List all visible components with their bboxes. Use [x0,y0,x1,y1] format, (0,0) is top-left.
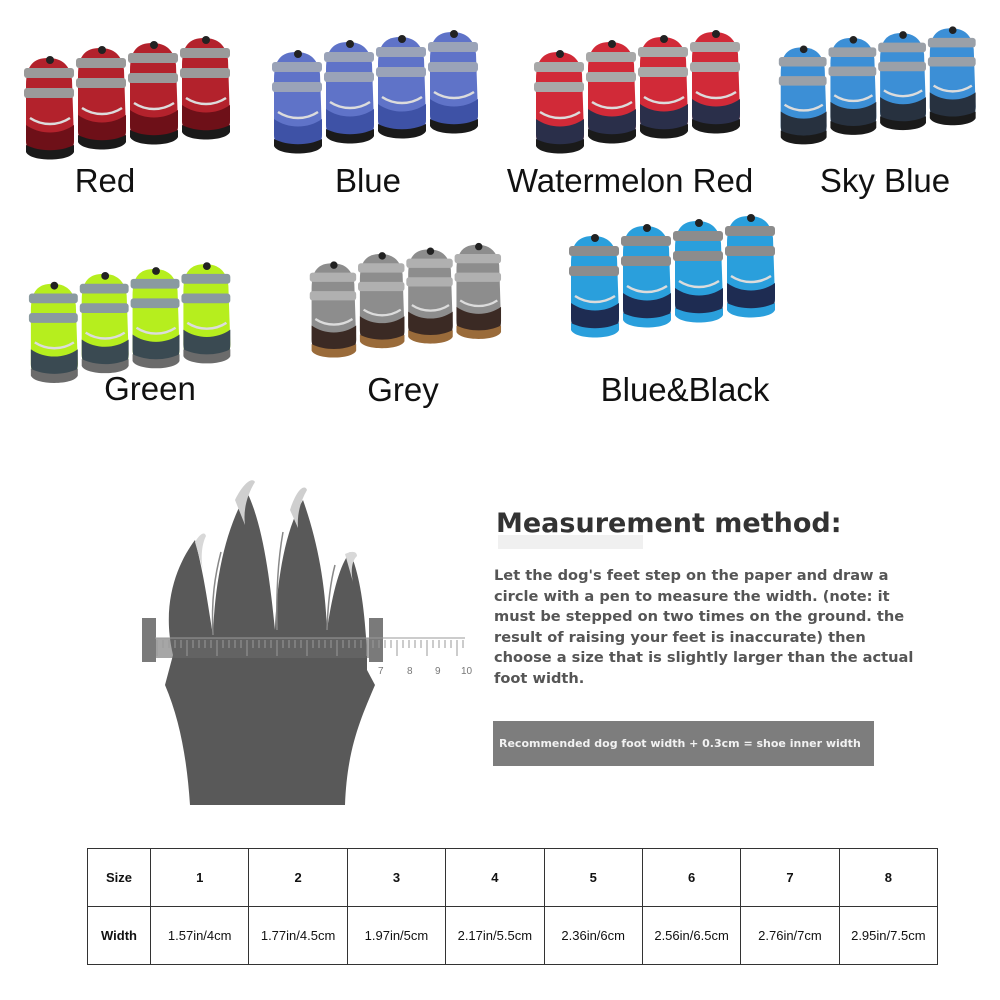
shoe [928,26,976,125]
shoe [180,36,230,140]
shoe-set-image [298,228,523,358]
width-cell: 2.95in/7.5cm [839,907,937,965]
size-row [88,849,938,907]
variant-green[interactable] [25,245,250,420]
ruler-number: 9 [435,666,441,677]
width-cell: 1.77in/4.5cm [249,907,347,965]
shoe [569,234,619,338]
size-cell: 2 [249,849,347,907]
shoe [428,30,478,134]
variant-blue[interactable] [268,14,493,214]
shoe [779,46,827,145]
width-cell: 2.76in/7cm [741,907,839,965]
ruler-number: 8 [407,666,413,677]
shoe [131,267,180,368]
shoe [586,40,636,144]
measurement-instructions: Let the dog's feet step on the paper and draw a circle with a pen to measure the width. (note: it must be stepped on two times on the ground. the result of raising your feet is inaccurate) then choose a size that is slightly larger than the actual foot width. [494,567,914,687]
shoe [621,224,671,328]
shoe [638,35,688,139]
shoe [455,243,501,339]
variant-sky-blue[interactable] [775,8,1000,208]
width-cell: 1.57in/4cm [151,907,249,965]
size-cell: 8 [839,849,937,907]
variant-label: Red [74,162,136,199]
variant-red[interactable] [20,20,245,220]
width-cell: 2.56in/6.5cm [642,907,740,965]
width-cell: 1.97in/5cm [347,907,445,965]
shoe [272,50,322,154]
shoe-set-image [268,14,493,154]
size-cell: 7 [741,849,839,907]
shoe-set-image [20,20,245,160]
shoe [878,31,926,130]
variant-label: Green [104,370,196,407]
variant-blue-black[interactable] [565,198,790,413]
shoe [376,35,426,139]
width-row-label: Width [88,907,151,965]
shoe [690,30,740,134]
variant-watermelon-red[interactable] [506,14,760,214]
shoe [310,261,356,357]
variant-label: Blue [334,162,402,199]
shoe [829,36,877,135]
shoe-set-image [25,245,245,385]
variant-label: Sky Blue [819,162,951,199]
shoe [24,56,74,160]
shoe [80,272,129,373]
title-shadow-decor [498,535,643,549]
size-cell: 3 [347,849,445,907]
paw-measurement-illustration [135,470,480,815]
measurement-title: Measurement method: [496,508,842,539]
size-cell: 5 [544,849,642,907]
variant-label: Blue&Black [600,371,770,408]
shoe-set-image [775,8,990,148]
shoe [324,40,374,144]
variant-grey[interactable] [298,228,523,418]
shoe [358,252,404,348]
shoe-set-image [530,14,755,154]
variant-label: Watermelon Red [506,162,754,199]
size-row-label: Size [88,849,151,907]
shoe [406,248,452,344]
formula-banner: Recommended dog foot width + 0.3cm = shoe inner width [493,721,874,766]
shoe [181,262,230,363]
size-chart-table [87,848,938,965]
shoe [29,282,78,383]
shoe [673,219,723,323]
shoe-set-image [565,198,790,338]
width-cell: 2.36in/6cm [544,907,642,965]
size-cell: 4 [446,849,544,907]
shoe [725,214,775,318]
ruler-number: 10 [461,666,473,677]
ruler-number: 7 [378,666,384,677]
shoe [76,46,126,150]
size-cell: 1 [151,849,249,907]
width-row [88,907,938,965]
size-cell: 6 [642,849,740,907]
shoe [534,50,584,154]
shoe [128,41,178,145]
width-cell: 2.17in/5.5cm [446,907,544,965]
variant-label: Grey [367,371,439,408]
